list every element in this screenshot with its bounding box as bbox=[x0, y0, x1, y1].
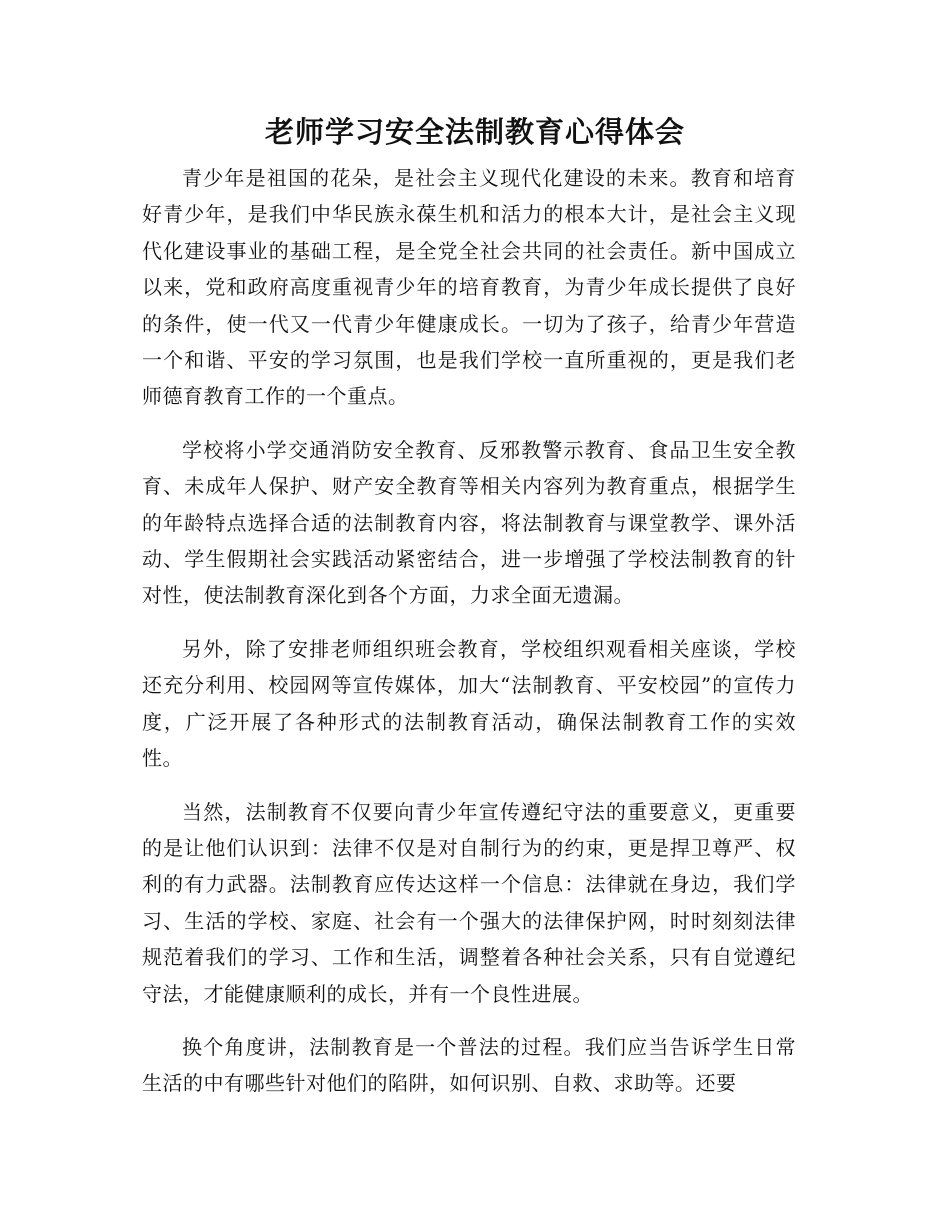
paragraph-2: 学校将小学交通消防安全教育、反邪教警示教育、食品卫生安全教育、未成年人保护、财产安全教育等相关内容列为教育重点，根据学生的年龄特点选择合适的法制教育内容，将法制教育与课堂教学、课外活动、学生假期社会实践活动紧密结合，进一步增强了学校法制教育的针对性，使法制教育深化到各个方面，力求全面无遗漏。 bbox=[142, 437, 796, 608]
paragraph-4: 当然，法制教育不仅要向青少年宣传遵纪守法的重要意义，更重要的是让他们认识到：法律不仅是对自制行为的约束，更是捍卫尊严、权利的有力武器。法制教育应传达这样一个信息：法律就在身边，我们学习、生活的学校、家庭、社会有一个强大的法律保护网，时时刻刻法律规范着我们的学习、工作和生活，调整着各种社会关系，只有自觉遵纪守法，才能健康顺利的成长，并有一个良性进展。 bbox=[142, 799, 796, 1006]
paragraph-3: 另外，除了安排老师组织班会教育，学校组织观看相关座谈，学校还充分利用、校园网等宣传媒体，加大“法制教育、平安校园”的宣传力度，广泛开展了各种形式的法制教育活动，确保法制教育工作的实效性。 bbox=[142, 636, 796, 771]
paragraph-1: 青少年是祖国的花朵，是社会主义现代化建设的未来。教育和培育好青少年，是我们中华民族永葆生机和活力的根本大计，是社会主义现代化建设事业的基础工程，是全党全社会共同的社会责任。新中国成立以来，党和政府高度重视青少年的培育教育，为青少年成长提供了良好的条件，使一代又一代青少年健康成长。一切为了孩子，给青少年营造一个和谐、平安的学习氛围，也是我们学校一直所重视的，更是我们老师德育教育工作的一个重点。 bbox=[142, 166, 796, 409]
paragraph-5: 换个角度讲，法制教育是一个普法的过程。我们应当告诉学生日常生活的中有哪些针对他们的陷阱，如何识别、自救、求助等。还要 bbox=[142, 1034, 796, 1096]
document-body bbox=[142, 160, 796, 1119]
document-title: 老师学习安全法制教育心得体会 bbox=[264, 115, 685, 149]
